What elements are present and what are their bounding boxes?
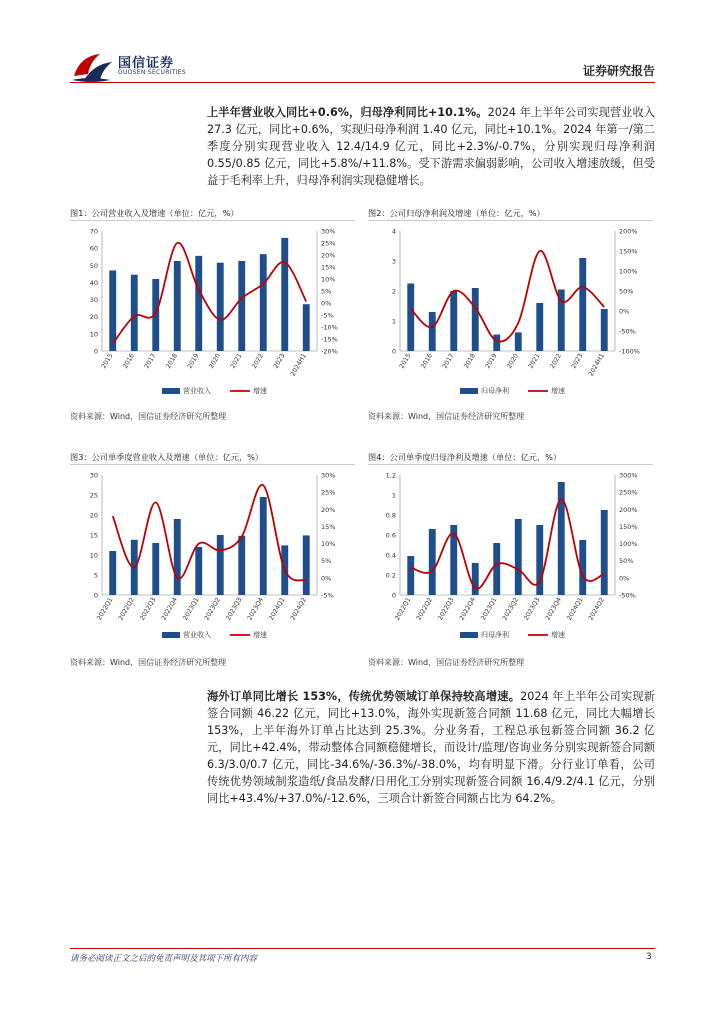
y-tick-label-left: 1 <box>391 491 396 500</box>
x-tick-label: 2022Q2 <box>117 596 136 622</box>
y-tick-label-right: -50% <box>619 591 636 600</box>
y-tick-label-right: 0% <box>321 574 332 583</box>
y-tick-label-right: 200% <box>619 505 638 514</box>
figure-4-title: 图4：公司单季度归母净利及增速（单位：亿元，%） <box>368 450 653 465</box>
figure-2-source: 资料来源：Wind，国信证券经济研究所整理 <box>368 412 525 421</box>
y-tick-label-right: 20% <box>321 505 336 514</box>
y-tick-label-left: 0.4 <box>385 551 396 560</box>
x-tick-label: 2016 <box>419 352 434 370</box>
y-tick-label-right: 20% <box>321 251 336 260</box>
y-tick-label-left: 2 <box>391 287 396 296</box>
legend-bar-swatch <box>460 632 478 638</box>
y-tick-label-right: 0% <box>321 299 332 308</box>
y-tick-label-left: 20 <box>89 313 98 322</box>
y-tick-label-left: 0.6 <box>385 531 396 540</box>
x-tick-label: 2024Q2 <box>587 596 606 622</box>
y-tick-label-right: 30% <box>321 227 336 236</box>
y-tick-label-left: 0 <box>93 591 98 600</box>
y-tick-label-right: -50% <box>619 327 636 336</box>
report-type: 证券研究报告 <box>582 64 655 78</box>
y-tick-label-left: 0.2 <box>385 571 396 580</box>
y-tick-label-right: -20% <box>321 347 338 356</box>
bar-2022Q1 <box>109 551 116 595</box>
y-tick-label-right: 0% <box>619 307 630 316</box>
x-tick-label: 2023Q2 <box>203 596 222 622</box>
figure-1 <box>70 206 355 401</box>
y-tick-label-right: 10% <box>321 540 336 549</box>
x-tick-label: 2022 <box>250 352 265 370</box>
x-tick-label: 2023 <box>570 352 585 370</box>
paragraph-revenue-lead: 上半年营业收入同比+0.6%，归母净利同比+10.1%。 <box>207 106 488 119</box>
figure-1-source: 资料来源：Wind，国信证券经济研究所整理 <box>70 412 227 421</box>
legend-bar-swatch <box>162 388 180 394</box>
y-tick-label-right: -5% <box>321 591 334 600</box>
bar-2024H1 <box>601 309 608 351</box>
y-tick-label-left: 40 <box>89 278 98 287</box>
x-tick-label: 2020 <box>505 352 520 370</box>
bar-2021 <box>238 261 245 351</box>
paragraph-orders-lead: 海外订单同比增长 153%，传统优势领域订单保持较高增速。 <box>207 690 521 703</box>
y-tick-label-right: 100% <box>619 540 638 549</box>
x-tick-label: 2016 <box>121 352 136 370</box>
bar-2023Q2 <box>217 535 224 595</box>
figure-1-chart <box>70 221 355 401</box>
y-tick-label-left: 50 <box>89 261 98 270</box>
x-tick-label: 2023Q1 <box>479 596 499 622</box>
paragraph-revenue-body: 2024 年上半年公司实现营业收入 27.3 亿元，同比+0.6%，实现归母净利润 1.40 亿元，同比+10.1%。2024 年第一/第二季度分别实现营业收入 12.4/14.9 亿元，同比+2.3%/-0.7%，分别实现归母净利润 0.55/0.85 亿元，同比+5.8%/+11.8%。受下游需求偏弱影响，公司收入增速放缓，但受益于毛利率上升，归母净利润实现稳健增长。 <box>207 106 655 187</box>
bar-2022Q4 <box>472 563 479 595</box>
y-tick-label-left: 15 <box>89 531 98 540</box>
footer-divider <box>70 948 655 949</box>
legend-bar-swatch <box>162 632 180 638</box>
bar-2016 <box>429 312 436 351</box>
y-tick-label-right: -10% <box>321 323 338 332</box>
bar-2023Q3 <box>238 536 245 595</box>
figure-2-chart <box>368 221 653 401</box>
paragraph-orders <box>207 688 655 807</box>
y-tick-label-left: 20 <box>89 511 98 520</box>
y-tick-label-right: 25% <box>321 488 336 497</box>
y-tick-label-left: 1 <box>391 317 396 326</box>
y-tick-label-right: 250% <box>619 488 638 497</box>
x-tick-label: 2023Q4 <box>246 596 265 622</box>
y-tick-label-left: 0 <box>391 347 396 356</box>
bar-2023 <box>579 258 586 351</box>
bar-2024Q2 <box>601 510 608 595</box>
bar-2023Q1 <box>195 547 202 595</box>
logo-en-text: GUOSEN SECURITIES <box>118 69 187 76</box>
bar-2018 <box>174 261 181 351</box>
bar-2023 <box>281 238 288 351</box>
x-tick-label: 2022 <box>548 352 563 370</box>
y-tick-label-right: 200% <box>619 227 638 236</box>
figure-4-chart <box>368 465 653 645</box>
x-tick-label: 2023 <box>272 352 287 370</box>
bar-2023Q1 <box>493 543 500 595</box>
paragraph-revenue <box>207 104 655 189</box>
x-tick-label: 2024H1 <box>587 352 606 378</box>
growth-line <box>113 485 307 581</box>
legend-bar-swatch <box>460 388 478 394</box>
y-tick-label-right: 15% <box>321 263 336 272</box>
figure-3 <box>70 450 355 645</box>
y-tick-label-left: 0 <box>391 591 396 600</box>
legend-line-label: 增速 <box>253 387 267 395</box>
y-tick-label-left: 10 <box>89 330 98 339</box>
x-tick-label: 2024Q2 <box>289 596 308 622</box>
growth-line <box>411 499 605 589</box>
bar-2022Q4 <box>174 519 181 595</box>
logo-cn-text: 国信证券 <box>118 56 175 71</box>
y-tick-label-right: 30% <box>321 471 336 480</box>
figure-3-chart <box>70 465 355 645</box>
x-tick-label: 2017 <box>143 352 158 370</box>
bar-2019 <box>195 256 202 351</box>
bar-2016 <box>131 275 138 351</box>
y-tick-label-right: 10% <box>321 275 336 284</box>
legend-line-label: 增速 <box>253 631 267 639</box>
legend-line-label: 增速 <box>551 631 565 639</box>
y-tick-label-left: 70 <box>89 227 98 236</box>
x-tick-label: 2019 <box>484 352 499 370</box>
x-tick-label: 2023Q3 <box>522 596 542 622</box>
header-divider <box>70 82 655 83</box>
legend-bar-label: 归母净利 <box>481 631 509 639</box>
y-tick-label-left: 60 <box>89 244 98 253</box>
bar-2019 <box>493 335 500 352</box>
x-tick-label: 2021 <box>527 352 542 370</box>
y-tick-label-left: 4 <box>391 227 396 236</box>
x-tick-label: 2022Q3 <box>436 596 456 622</box>
x-tick-label: 2024H1 <box>289 352 308 378</box>
x-tick-label: 2020 <box>207 352 222 370</box>
y-tick-label-right: 0% <box>619 574 630 583</box>
y-tick-label-left: 0 <box>93 347 98 356</box>
x-tick-label: 2017 <box>441 352 456 370</box>
y-tick-label-right: 150% <box>619 247 638 256</box>
y-tick-label-left: 0.8 <box>385 511 396 520</box>
x-tick-label: 2019 <box>186 352 201 370</box>
x-tick-label: 2022Q1 <box>95 596 115 622</box>
x-tick-label: 2024Q1 <box>267 596 287 622</box>
footer-disclaimer: 请务必阅读正文之后的免责声明及其项下所有内容 <box>70 954 258 964</box>
y-tick-label-right: -15% <box>321 335 338 344</box>
bar-2024H1 <box>303 304 310 351</box>
y-tick-label-left: 5 <box>93 571 98 580</box>
x-tick-label: 2023Q2 <box>501 596 520 622</box>
legend-bar-label: 归母净利 <box>481 387 509 395</box>
x-tick-label: 2018 <box>164 352 179 370</box>
y-tick-label-right: -100% <box>619 347 640 356</box>
bar-2023Q4 <box>260 497 267 595</box>
x-tick-label: 2018 <box>462 352 477 370</box>
legend-bar-label: 营业收入 <box>183 387 211 395</box>
page-number: 3 <box>646 952 652 962</box>
figure-1-title: 图1：公司营业收入及增速（单位：亿元，%） <box>70 206 355 221</box>
bar-2022Q2 <box>429 529 436 595</box>
figure-4-source: 资料来源：Wind，国信证券经济研究所整理 <box>368 658 525 667</box>
bar-2022Q3 <box>152 543 159 595</box>
y-tick-label-right: 5% <box>321 557 332 566</box>
y-tick-label-left: 1.2 <box>385 471 396 480</box>
x-tick-label: 2023Q4 <box>544 596 563 622</box>
x-tick-label: 2015 <box>398 352 413 370</box>
bar-2018 <box>472 288 479 351</box>
bar-2017 <box>450 291 457 351</box>
x-tick-label: 2021 <box>229 352 244 370</box>
legend-bar-label: 营业收入 <box>183 631 211 639</box>
bar-2023Q2 <box>515 519 522 595</box>
figure-4 <box>368 450 653 645</box>
y-tick-label-right: 50% <box>619 287 634 296</box>
y-tick-label-left: 25 <box>89 491 98 500</box>
y-tick-label-right: 100% <box>619 267 638 276</box>
y-tick-label-right: 15% <box>321 522 336 531</box>
bar-2020 <box>515 332 522 351</box>
x-tick-label: 2022Q3 <box>138 596 158 622</box>
figure-3-source: 资料来源：Wind，国信证券经济研究所整理 <box>70 658 227 667</box>
guosen-logo <box>70 50 200 84</box>
x-tick-label: 2023Q1 <box>181 596 201 622</box>
x-tick-label: 2022Q1 <box>393 596 413 622</box>
y-tick-label-left: 30 <box>89 296 98 305</box>
y-tick-label-right: 150% <box>619 522 638 531</box>
bar-2022 <box>260 254 267 351</box>
x-tick-label: 2022Q4 <box>160 596 179 622</box>
figure-2-title: 图2：公司归母净利润及增速（单位：亿元，%） <box>368 206 653 221</box>
bar-2024Q2 <box>303 535 310 595</box>
x-tick-label: 2022Q2 <box>415 596 434 622</box>
growth-line <box>411 251 605 342</box>
bar-2021 <box>536 303 543 351</box>
page-header <box>70 46 655 86</box>
figure-2 <box>368 206 653 401</box>
paragraph-orders-body: 2024 年上半年公司实现新签合同额 46.22 亿元，同比+13.0%，海外实现新签合同额 11.68 亿元，同比大幅增长 153%，上半年海外订单占比达到 25.3%。分业务看，工程总承包新签合同额 36.2 亿元，同比+42.4%，带动整体合同额稳健增长，而设计/监理/咨询业务分别实现新签合同额 6.3/3.0/0.7 亿元，同比-34.6%/-36.3%/-38.0%，均有明显下滑。分行业订单看，公司传统优势领域制浆造纸/食品发酵/日用化工分别实现新签合同额 16.4/9.2/4.1 亿元，分别同比+43.4%/+37.0%/-12.6%，三项合计新签合同额占比为 64.2%。 <box>207 690 655 805</box>
legend-line-label: 增速 <box>551 387 565 395</box>
x-tick-label: 2023Q3 <box>224 596 244 622</box>
y-tick-label-right: 5% <box>321 287 332 296</box>
figure-3-title: 图3：公司单季度营业收入及增速（单位：亿元，%） <box>70 450 355 465</box>
x-tick-label: 2022Q4 <box>458 596 477 622</box>
x-tick-label: 2024Q1 <box>565 596 585 622</box>
y-tick-label-left: 30 <box>89 471 98 480</box>
y-tick-label-right: 50% <box>619 557 634 566</box>
y-tick-label-right: 25% <box>321 239 336 248</box>
growth-line <box>113 243 307 344</box>
y-tick-label-right: -5% <box>321 311 334 320</box>
y-tick-label-left: 10 <box>89 551 98 560</box>
y-tick-label-right: 300% <box>619 471 638 480</box>
x-tick-label: 2015 <box>100 352 115 370</box>
bar-2022Q1 <box>407 556 414 595</box>
y-tick-label-left: 3 <box>391 257 396 266</box>
bar-2015 <box>407 284 414 352</box>
guosen-logo-icon <box>70 50 116 84</box>
bar-2020 <box>217 263 224 351</box>
